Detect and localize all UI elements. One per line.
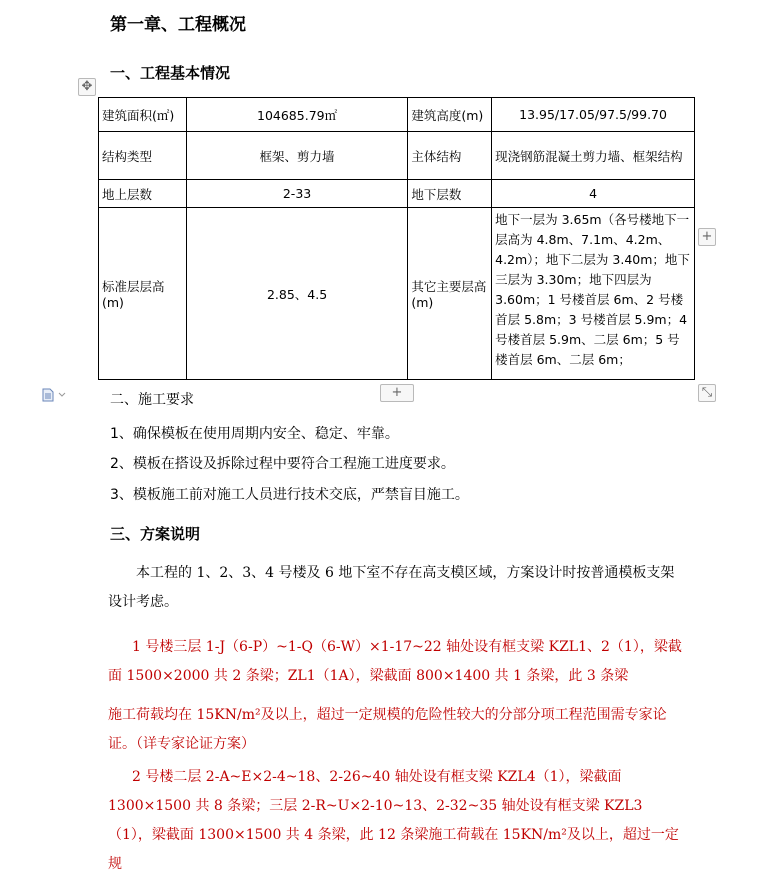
- section2-title: 二、施工要求: [110, 392, 194, 408]
- table-row: [99, 132, 695, 180]
- table-row: [99, 98, 695, 132]
- highlight-paragraph: 施工荷载均在 15KN/m²及以上，超过一定规模的危险性较大的分部分项工程范围需专家论证。（详专家论证方案）: [108, 707, 667, 752]
- list-item: 1、确保模板在使用周期内安全、稳定、牢靠。: [110, 426, 399, 442]
- table-cell: 结构类型: [99, 132, 187, 180]
- chapter-title: 第一章、工程概况: [110, 15, 246, 35]
- table-cell: 2-33: [186, 180, 408, 208]
- project-info-table: [98, 97, 695, 380]
- table-cell: 104685.79㎡: [186, 98, 408, 132]
- table-move-handle-icon[interactable]: ✥: [78, 78, 96, 96]
- table-cell: 其它主要层高(m): [408, 208, 492, 380]
- table-cell: 地下层数: [408, 180, 492, 208]
- highlight-paragraph: 1 号楼三层 1-J（6-P）~1-Q（6-W）×1-17~22 轴处设有框支梁 KZL1、2（1），梁截面 1500×2000 共 2 条梁；ZL1（1A），梁截面 800×1400 共 1 条梁，此 3 条梁: [108, 639, 682, 684]
- section1-title: 一、工程基本情况: [110, 64, 231, 82]
- list-item: 3、模板施工前对施工人员进行技术交底，严禁盲目施工。: [110, 487, 469, 503]
- table-cell: 13.95/17.05/97.5/99.70: [492, 98, 695, 132]
- table-cell: 地下一层为 3.65m（各号楼地下一层高为 4.8m、7.1m、4.2m、4.2m）；地下二层为 3.40m；地下三层为 3.30m；地下四层为 3.60m；1 号楼首层 6m、2 号楼首层 5.8m；3 号楼首层 5.9m；4 号楼首层 5.9m、二层 6m；5 号楼首层 6m、二层 6m；: [492, 208, 695, 380]
- table-cell: 主体结构: [408, 132, 492, 180]
- document-icon[interactable]: [42, 388, 54, 402]
- table-cell: 2.85、4.5: [186, 208, 408, 380]
- table-cell: 建筑高度(m): [408, 98, 492, 132]
- highlight-paragraph: 2 号楼二层 2-A~E×2-4~18、2-26~40 轴处设有框支梁 KZL4（1），梁截面 1300×1500 共 8 条梁；三层 2-R~U×2-10~13、2-32~35 轴处设有框支梁 KZL3（1），梁截面 1300×1500 共 4 条梁，此 12 条梁施工荷载在 15KN/m²及以上，超过一定规: [108, 769, 679, 872]
- table-row: [99, 180, 695, 208]
- add-column-icon[interactable]: +: [698, 228, 716, 246]
- chevron-down-icon[interactable]: [58, 392, 66, 398]
- table-cell: 4: [492, 180, 695, 208]
- section3-title: 三、方案说明: [110, 525, 201, 543]
- table-cell: 框架、剪力墙: [186, 132, 408, 180]
- table-cell: 标准层层高(m): [99, 208, 187, 380]
- table-row: [99, 208, 695, 380]
- table-resize-icon[interactable]: ⤡: [698, 384, 716, 402]
- table-cell: 现浇钢筋混凝土剪力墙、框架结构: [492, 132, 695, 180]
- table-cell: 地上层数: [99, 180, 187, 208]
- add-row-icon[interactable]: +: [380, 384, 414, 402]
- table-cell: 建筑面积(㎡): [99, 98, 187, 132]
- intro-paragraph: 本工程的 1、2、3、4 号楼及 6 地下室不存在高支模区域，方案设计时按普通模板支架设计考虑。: [108, 565, 675, 610]
- list-item: 2、模板在搭设及拆除过程中要符合工程施工进度要求。: [110, 456, 455, 472]
